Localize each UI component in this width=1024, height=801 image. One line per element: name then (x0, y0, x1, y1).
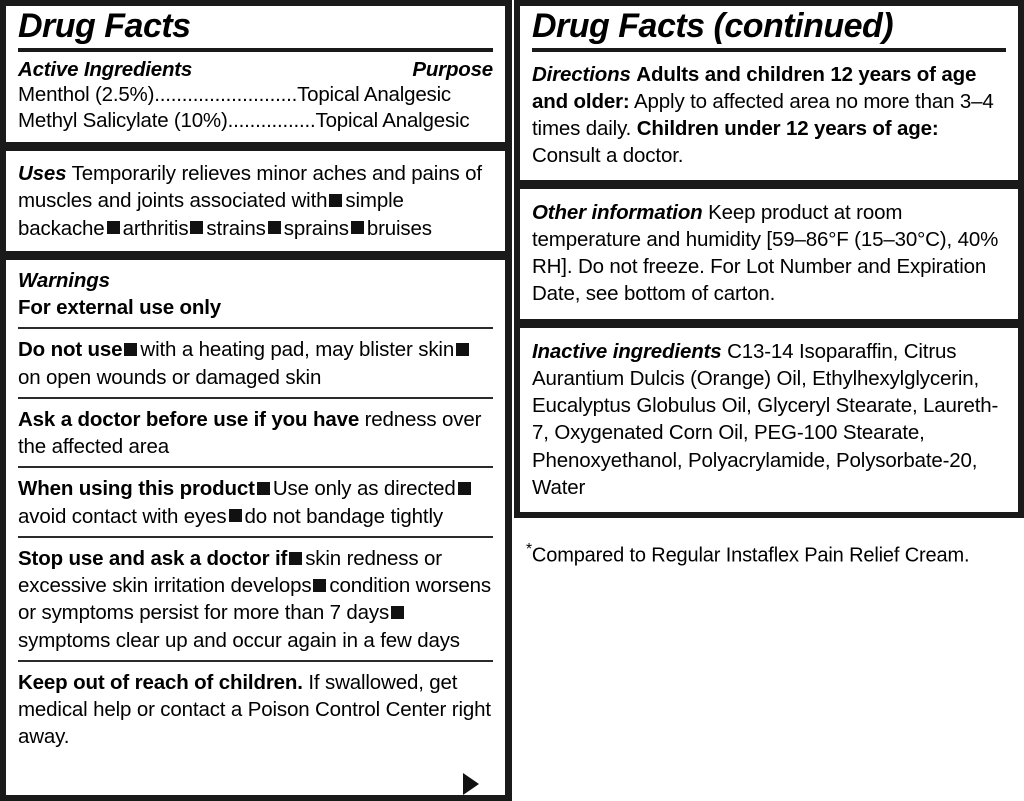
do-not-use-block (18, 336, 493, 391)
section-separator-bar (520, 180, 1018, 189)
right-triangle-icon (463, 773, 479, 795)
uses-intro: Temporarily relieves minor aches and pains of muscles and joints associated with (18, 162, 482, 213)
leader-dots: ................ (227, 108, 316, 132)
bullet-square-icon (456, 343, 469, 356)
footnote-marker: * (526, 541, 532, 559)
keep-out-text: If swallowed, get medical help or contact a Poison Control Center right away. (18, 670, 491, 749)
other-information-section (520, 189, 1018, 319)
section-separator-bar (6, 251, 505, 260)
warnings-divider (18, 397, 493, 399)
bullet-square-icon (107, 221, 120, 234)
ingredient-purpose: Topical Analgesic (297, 82, 451, 106)
continuation-arrow-row (18, 769, 493, 795)
page-title-continued: Drug Facts (continued) (532, 7, 894, 45)
uses-item: arthritis (122, 216, 189, 240)
purpose-heading: Purpose (412, 57, 493, 81)
bullet-square-icon (329, 194, 342, 207)
directions-children-heading: Children under 12 years of age: (636, 117, 939, 141)
bullet-square-icon (391, 606, 404, 619)
warnings-divider (18, 466, 493, 468)
stop-use-item: symptoms clear up and occur again in a few days (18, 628, 460, 652)
section-separator-bar (6, 142, 505, 151)
uses-item: sprains (283, 216, 349, 240)
do-not-use-item: with a heating pad, may blister skin (140, 338, 455, 362)
drug-facts-right-panel (512, 0, 1024, 801)
stop-use-item: skin redness or excessive skin irritation develops (18, 546, 442, 598)
stop-use-heading: Stop use and ask a doctor if (18, 546, 288, 570)
warnings-section (6, 260, 505, 795)
section-separator-bar (520, 319, 1018, 328)
warnings-heading: Warnings (18, 268, 110, 292)
directions-heading: Directions (532, 62, 631, 86)
other-information-heading: Other information (532, 200, 703, 224)
directions-children-text: Consult a doctor. (532, 144, 684, 168)
page-title: Drug Facts (18, 7, 191, 45)
bullet-square-icon (229, 509, 242, 522)
uses-item: bruises (366, 216, 432, 240)
other-information-text (532, 199, 1006, 308)
warnings-divider (18, 660, 493, 662)
when-using-heading: When using this product (18, 477, 255, 501)
bullet-square-icon (289, 552, 302, 565)
active-ingredient-row (18, 108, 493, 134)
ingredient-name: Menthol (2.5%) (18, 82, 155, 106)
right-title-block (520, 6, 1018, 52)
bullet-square-icon (458, 482, 471, 495)
ask-doctor-heading: Ask a doctor before use if you have (18, 407, 360, 431)
ask-doctor-block (18, 406, 493, 461)
ingredient-purpose: Topical Analgesic (315, 108, 470, 132)
bullet-square-icon (124, 343, 137, 356)
ask-doctor-text: redness over the affected area (18, 407, 482, 459)
bullet-square-icon (268, 221, 281, 234)
uses-item: simple backache (18, 189, 404, 240)
directions-adults-text: Apply to affected area no more than 3–4 times daily. (532, 89, 994, 141)
when-using-item: do not bandage tightly (244, 504, 443, 528)
directions-adults-heading: Adults and children 12 years of age and older: (532, 62, 977, 113)
footnote (514, 518, 1024, 569)
bullet-square-icon (190, 221, 203, 234)
warnings-divider (18, 536, 493, 538)
right-panel-box (514, 0, 1024, 518)
directions-text (532, 61, 1006, 170)
bullet-square-icon (351, 221, 364, 234)
bullet-square-icon (313, 579, 326, 592)
warnings-divider (18, 327, 493, 329)
inactive-ingredients-text (532, 338, 1006, 502)
keep-out-heading: Keep out of reach of children. (18, 670, 303, 694)
bullet-square-icon (257, 482, 270, 495)
footnote-text: Compared to Regular Instaflex Pain Relief Cream. (531, 544, 970, 567)
when-using-item: avoid contact with eyes (18, 504, 227, 528)
external-use-only-text: For external use only (18, 296, 222, 320)
directions-section (520, 52, 1018, 180)
do-not-use-item: on open wounds or damaged skin (18, 365, 322, 389)
inactive-ingredients-heading: Inactive ingredients (532, 339, 722, 363)
other-information-body: Keep product at room temperature and humidity [59–86°F (15–30°C), 40% RH]. Do not freeze. For Lot Number and Expiration Date, see bottom of carton. (532, 200, 999, 306)
inactive-ingredients-section (520, 328, 1018, 513)
ingredient-name: Methyl Salicylate (10%) (18, 108, 228, 132)
when-using-block (18, 475, 493, 530)
uses-item: strains (206, 216, 266, 240)
left-title-block (6, 6, 505, 52)
active-ingredients-heading: Active Ingredients (18, 57, 193, 81)
stop-use-item: condition worsens or symptoms persist for more than 7 days (18, 574, 491, 625)
uses-section (6, 151, 505, 251)
when-using-item: Use only as directed (272, 477, 456, 501)
leader-dots: .......................... (154, 82, 298, 106)
uses-text (18, 160, 493, 242)
inactive-ingredients-body: C13-14 Isoparaffin, Citrus Aurantium Dulcis (Orange) Oil, Ethylhexylglycerin, Eucalyptus Globulus Oil, Glyceryl Stearate, Laureth-7, Oxygenated Corn Oil, PEG-100 Stearate, Phenoxyethanol, Polyacrylamide, Polysorbate-20, Water (532, 339, 999, 499)
uses-heading: Uses (18, 162, 67, 186)
active-ingredients-section (6, 52, 505, 142)
active-ingredient-row (18, 82, 493, 108)
do-not-use-heading: Do not use (18, 338, 123, 362)
stop-use-block (18, 545, 493, 654)
keep-out-of-reach-block (18, 669, 493, 751)
active-ingredients-header-row (18, 58, 493, 82)
